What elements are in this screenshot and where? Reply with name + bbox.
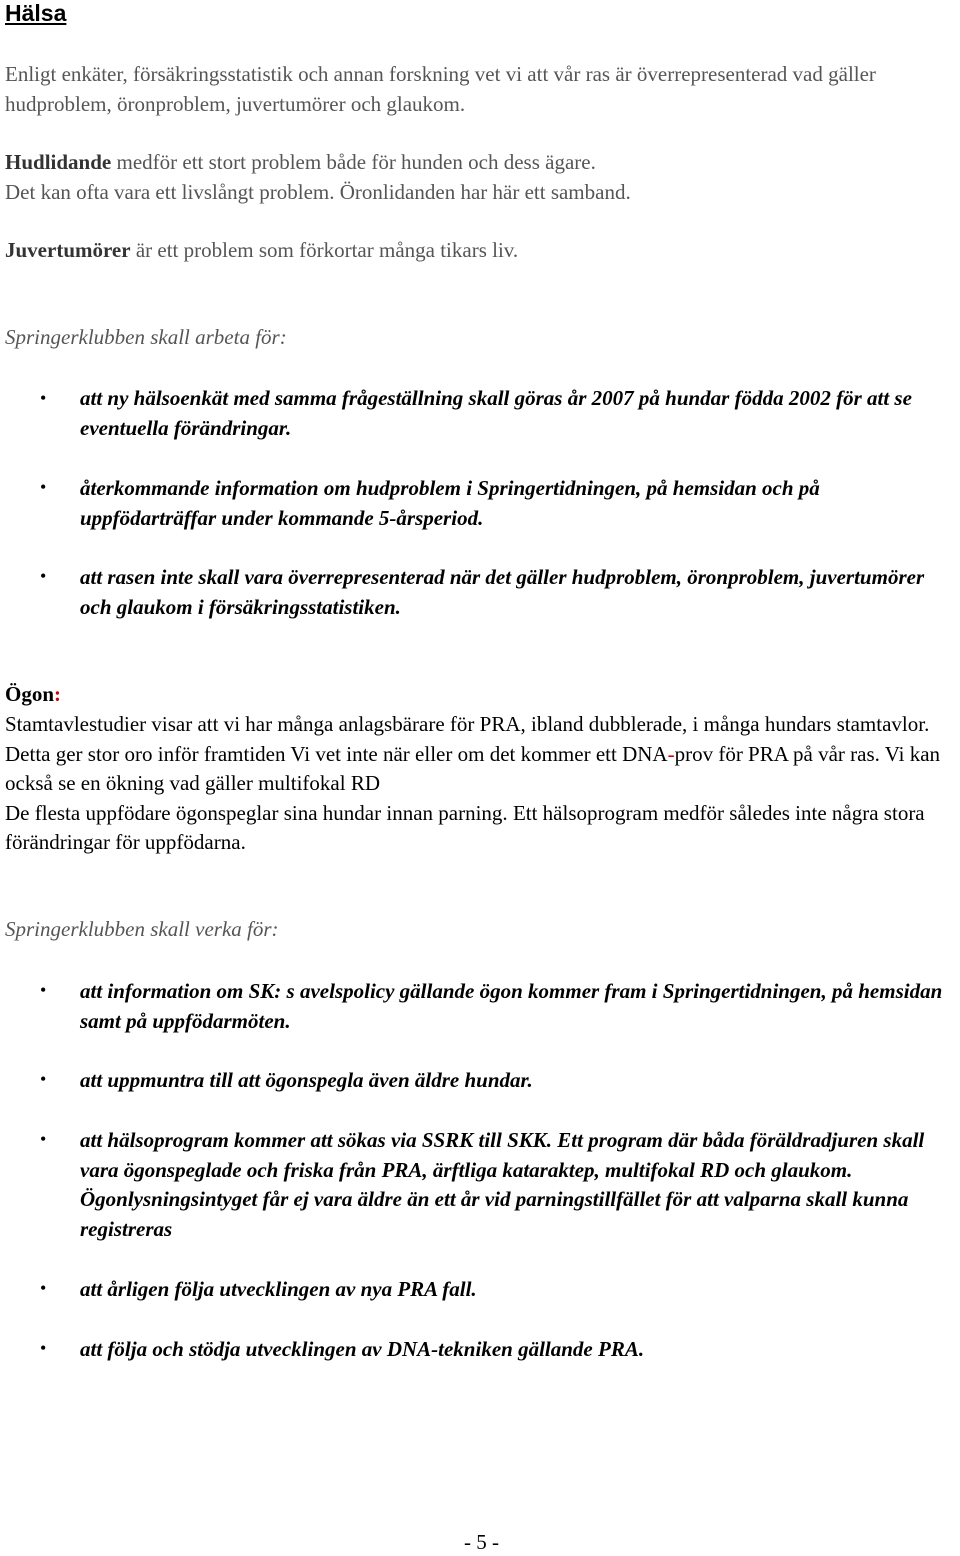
ogon-p4: De flesta uppfödare ögonspeglar sina hundar innan parning. (5, 800, 508, 825)
section1-bullet-2: återkommande information om hudproblem i Springertidningen, på hemsidan och på uppfödarträffar under kommande 5-årsperiod. (80, 476, 820, 530)
bullet-dot: • (40, 1129, 47, 1149)
juver-rest: är ett problem som förkortar många tikars liv. (130, 238, 519, 262)
hud-term: Hudlidande (5, 150, 112, 174)
page-number: - 5 - (464, 1530, 499, 1554)
ogon-paragraph (5, 710, 955, 858)
ogon-p5: Ett hälsoprogram medför således inte några stora förändringar för uppfödarna. (5, 800, 925, 854)
section2-bullet-5: att följa och stödja utvecklingen av DNA-tekniken gällande PRA. (80, 1337, 645, 1361)
section1-bullet-3: att rasen inte skall vara överrepresenterad när det gäller hudproblem, öronproblem, juvertumörer och glaukom i försäkringsstatistiken. (80, 565, 925, 619)
ogon-p2b: prov för PRA på vår ras. (674, 741, 880, 766)
ogon-p2a: Detta ger stor oro inför framtiden Vi vet inte när eller om det kommer ett DNA (5, 741, 668, 766)
bullet-dot: • (40, 1278, 47, 1298)
page-title: Hälsa (5, 0, 67, 26)
bullet-dot: • (40, 388, 47, 408)
section2-bullet-3: att hälsoprogram kommer att sökas via SSRK till SKK. Ett program där båda föräldradjuren skall vara ögonspeglade och friska från PRA, ärftliga kataraktер, multifokal RD och glaukom. Ögonlysningsintyget får ej vara äldre än ett år vid parningstillfället för att valparna skall kunna registreras (80, 1128, 925, 1241)
ogon-heading (5, 680, 955, 710)
juver-term: Juvertumörer (5, 238, 131, 262)
bullet-dot: • (40, 1069, 47, 1089)
section1-bullet-1: att ny hälsoenkät med samma frågeställning skall göras år 2007 på hundar födda 2002 för att se eventuella förändringar. (80, 386, 912, 440)
section1-heading: Springerklubben skall arbeta för: (5, 325, 287, 349)
hud-line1: medför ett stort problem både för hunden och dess ägare. (111, 150, 596, 174)
section2-heading: Springerklubben skall verka för: (5, 917, 279, 941)
ogon-heading-colon: : (54, 682, 62, 706)
hud-line2: Det kan ofta vara ett livslångt problem. Öronlidanden har här ett samband. (5, 179, 631, 204)
bullet-dot: • (40, 1338, 47, 1358)
hud-paragraph (5, 148, 955, 207)
section2-bullet-1: att information om SK: s avelspolicy gällande ögon kommer fram i Springertidningen, på hemsidan samt på uppfödarmöten. (80, 979, 943, 1033)
ogon-p1: Stamtavlestudier visar att vi har många anlagsbärare för PRA, ibland dubblerade, i många hundars stamtavlor. (5, 712, 930, 736)
section2-bullet-4: att årligen följa utvecklingen av nya PRA fall. (80, 1277, 477, 1301)
ogon-p2-dash: - (667, 741, 675, 766)
bullet-dot: • (40, 980, 47, 1000)
juver-paragraph (5, 236, 955, 266)
ogon-heading-text: Ögon (5, 682, 55, 706)
bullet-dot: • (40, 477, 47, 497)
intro-paragraph: Enligt enkäter, försäkringsstatistik och annan forskning vet vi att vår ras är överrepresenterad vad gäller hudproblem, öronproblem, juvertumörer och glaukom. (5, 62, 876, 116)
section2-bullet-2: att uppmuntra till att ögonspegla även äldre hundar. (80, 1068, 533, 1092)
bullet-dot: • (40, 566, 47, 586)
ogon-p3: Vi kan också se en ökning vad gäller multifokal RD (5, 741, 941, 795)
